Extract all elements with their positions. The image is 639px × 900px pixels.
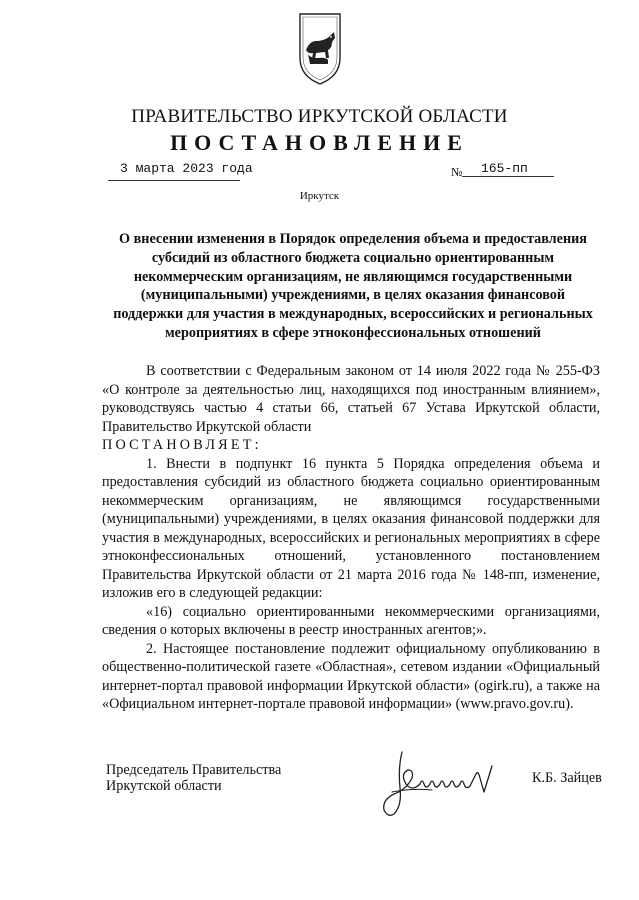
- signatory-name: К.Б. Зайцев: [532, 770, 602, 786]
- item-2-paragraph: 2. Настоящее постановление подлежит официальному опубликованию в общественно-политической газете «Областная», сетевом издании «Официальный интернет-портал правовой информации Иркутской области» (ogirk.ru), а также на «Официальном интернет-портале правовой информации» (www.pravo.gov.ru).: [102, 640, 600, 712]
- item-1-quote-paragraph: «16) социально ориентированными некоммерческими организациями, сведения о которых включены в реестр иностранных агентов;».: [102, 603, 600, 638]
- number-underline: [462, 176, 554, 177]
- date-underline: [108, 180, 240, 181]
- document-body: [102, 362, 600, 714]
- document-city: Иркутск: [299, 190, 340, 202]
- signatory-position: [106, 762, 281, 794]
- document-heading: О внесении изменения в Порядок определения объема и предоставления субсидий из областного бюджета социально ориентированным некоммерческим организациям, не являющимся государственными (муниципальными) учреждениями, в целях оказания финансовой поддержки для участия в международных, всероссийских и региональных мероприятиях в сфере этноконфессиональных отношений: [113, 231, 593, 341]
- irkutsk-coat-of-arms-icon: [296, 10, 344, 88]
- document-number: 165-пп: [481, 161, 528, 176]
- number-mark: №: [451, 165, 463, 179]
- document-date: 3 марта 2023 года: [120, 161, 253, 176]
- signatory-position-line2: Иркутской области: [106, 778, 222, 794]
- preamble-paragraph: В соответствии с Федеральным законом от 14 июля 2022 года № 255-ФЗ «О контроле за деятельностью лиц, находящихся под иностранным влиянием», руководствуясь частью 4 статьи 66, статьей 67 Устава Иркутской области, Правительство Иркутской области: [102, 363, 600, 435]
- document-type: ПОСТАНОВЛЕНИЕ: [170, 130, 469, 155]
- signatory-position-line1: Председатель Правительства: [106, 762, 282, 778]
- resolves-word: ПОСТАНОВЛЯЕТ:: [102, 437, 262, 453]
- government-title: ПРАВИТЕЛЬСТВО ИРКУТСКОЙ ОБЛАСТИ: [131, 106, 508, 127]
- handwritten-signature-icon: [372, 748, 502, 820]
- item-1-paragraph: 1. Внести в подпункт 16 пункта 5 Порядка определения объема и предоставления субсидий из областного бюджета социально ориентированным некоммерческим организациям, не являющимся государственными (муниципальными) учреждениями, в целях оказания финансовой поддержки для участия в международных, всероссийских и региональных мероприятиях в сфере этноконфессиональных отношений, установленного постановлением Правительства Иркутской области от 21 марта 2016 года № 148-пп, изменение, изложив его в следующей редакции:: [102, 455, 600, 601]
